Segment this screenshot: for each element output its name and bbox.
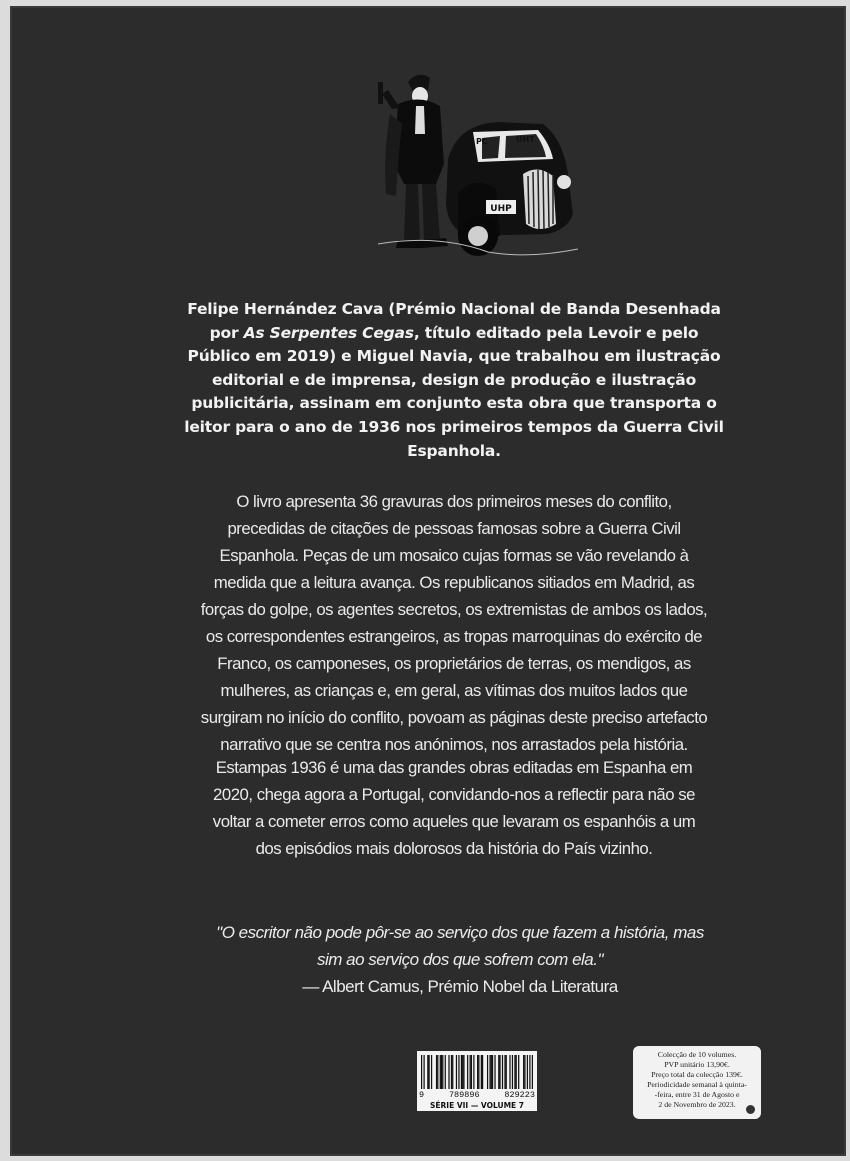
collection-info-box — [633, 1046, 761, 1119]
back-cover — [10, 6, 846, 1156]
car-illustration — [378, 64, 578, 259]
recycle-icon — [746, 1105, 755, 1114]
barcode-number — [419, 1090, 535, 1100]
roof-sign-right: UHT — [516, 135, 535, 144]
intro-paragraph — [180, 298, 728, 463]
info-line: 2 de Novembro de 2023. — [658, 1100, 736, 1110]
barcode-group-right: 829223 — [504, 1090, 535, 1100]
description-paragraph: O livro apresenta 36 gravuras dos primeiros meses do conflito, precedidas de citações de pessoas famosas sobre a Guerra Civil Espanhola. Peças de um mosaico cujas formas se vão revelando à medida que a leitura avança. Os republicanos sitiados em Madrid, as forças do golpe, os agentes secretos, os extremistas de ambos os lados, os correspondentes estrangeiros, as tropas marroquinas do exército de Franco, os camponeses, os proprietários de terras, os mendigos, as mulheres, as crianças e, em geral, as vítimas dos muitos lados que surgiram no início do conflito, povoam as páginas deste preciso artefacto narrativo que se centra nos anónimos, nos arrastados pela história. — [200, 492, 708, 754]
intro-text-part2: , título editado pela Levoir e pelo Público em 2019) e Miguel Navia, que trabalhou em ilustração editorial e de imprensa, design de produção e ilustração publicitária, assinam em conjunto esta obra que transporta o leitor para o ano de 1936 nos primeiros tempos da Guerra Civil Espanhola. — [184, 323, 724, 460]
intro-text-part1: Felipe Hernández Cava (Prémio Nacional de Banda Desenhada por — [187, 300, 721, 342]
barcode-bars — [421, 1055, 533, 1091]
quote-attribution: — Albert Camus, Prémio Nobel da Literatura — [302, 977, 618, 996]
plate-text: UHP — [490, 204, 512, 214]
barcode-group-left: 789896 — [448, 1090, 480, 1100]
roof-sign-left: PC — [476, 137, 488, 146]
quote-text: "O escritor não pode pôr-se ao serviço dos que fazem a história, mas sim ao serviço dos que sofrem com ela." — [216, 923, 704, 969]
info-line: -feira, entre 31 de Agosto e — [654, 1090, 740, 1100]
info-line: Colecção de 10 volumes. — [657, 1050, 737, 1059]
info-line: Periodicidade semanal à quinta- — [647, 1080, 747, 1090]
info-line: PVP unitário 13,90€. — [664, 1060, 730, 1070]
closing-paragraph: Estampas 1936 é uma das grandes obras editadas em Espanha em 2020, chega agora a Portugal, convidando-nos a reflectir para não se voltar a cometer erros como aqueles que levaram os espanhóis a um dos episódios mais dolorosos da história do País vizinho. — [212, 758, 696, 858]
intro-book-title: As Serpentes Cegas — [243, 323, 414, 342]
quote-block — [210, 919, 710, 1000]
info-line: Preço total da colecção 139€. — [651, 1070, 743, 1080]
barcode-digit-first: 9 — [419, 1090, 425, 1100]
barcode — [417, 1051, 537, 1111]
series-volume-label: SÉRIE VII — VOLUME 7 — [430, 1101, 524, 1110]
